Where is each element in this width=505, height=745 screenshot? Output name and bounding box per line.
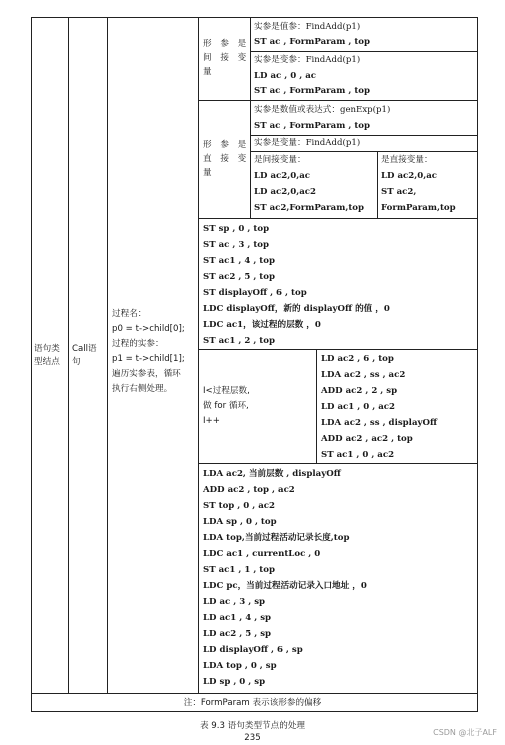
table-note: 注：FormParam 表示该形参的偏移 — [183, 698, 322, 708]
node-kind-label: Call语 句 — [72, 344, 97, 367]
formal-indirect-label: 形 参 是 间 接 变 量 — [203, 39, 250, 77]
save-registers-code: ST sp , 0 , top ST ac , 3 , top ST ac1 , 4 , top ST ac2 , 5 , top ST displayOff , 6 , top LDC displayOff，新的 displayOff 的值 ，0 LDC ac1，该过程的层数 ，0 ST ac1 , 2 , top — [203, 224, 390, 346]
node-type-label: 语句类 型结点 — [34, 344, 60, 367]
call-setup-code: LDA ac2, 当前层数 , displayOff ADD ac2 , top , ac2 ST top , 0 , ac2 LDA sp , 0 , top LDA top,当前过程活动记录长度,top LDC ac1 , currentLoc , 0 ST ac1 , 1 , top LDC pc，当前过程活动记录入口地址 ，0 LD ac , 3 , sp LD ac1 , 4 , sp LD ac2 , 5 , sp LD displayOff , 6 , sp LDA top , 0 , sp LD sp , 0 , sp — [203, 469, 367, 687]
watermark: CSDN @北子ALF — [433, 728, 497, 737]
direct-var-indirect: 是间接变量： LD ac2,0,ac LD ac2,0,ac2 ST ac2,FormParam,top — [254, 155, 365, 213]
table-caption: 表 9.3 语句类型节点的处理 — [199, 721, 306, 731]
direct-var-direct: 是直接变量： LD ac2,0,ac ST ac2, FormParam,top — [381, 155, 456, 213]
loop-code: LD ac2 , 6 , top LDA ac2 , ss , ac2 ADD ac2 , 2 , sp LD ac1 , 0 , ac2 LDA ac2 , ss , displayOff ADD ac2 , ac2 , top ST ac1 , 0 , ac2 — [321, 354, 438, 460]
direct-var-header: 实参是变量：FindAdd(p1) — [254, 138, 361, 148]
page-number: 235 — [244, 733, 261, 743]
loop-label: I<过程层数, 做 for 循环, I++ — [203, 386, 250, 426]
indirect-var-case: 实参是变参：FindAdd(p1) LD ac , 0 , ac ST ac , FormParam , top — [254, 55, 371, 96]
indirect-value-case: 实参是值参：FindAdd(p1) ST ac , FormParam , top — [254, 22, 371, 47]
procedure-description: 过程名： p0 = t->child[0]; 过程的实参： p1 = t->child[1]; 遍历实参表，循环 执行右侧处理。 — [112, 309, 185, 394]
formal-direct-label: 形 参 是 直 接 变 量 — [203, 140, 250, 178]
direct-value-case: 实参是数值或表达式：genExp(p1) ST ac , FormParam , top — [254, 105, 391, 131]
